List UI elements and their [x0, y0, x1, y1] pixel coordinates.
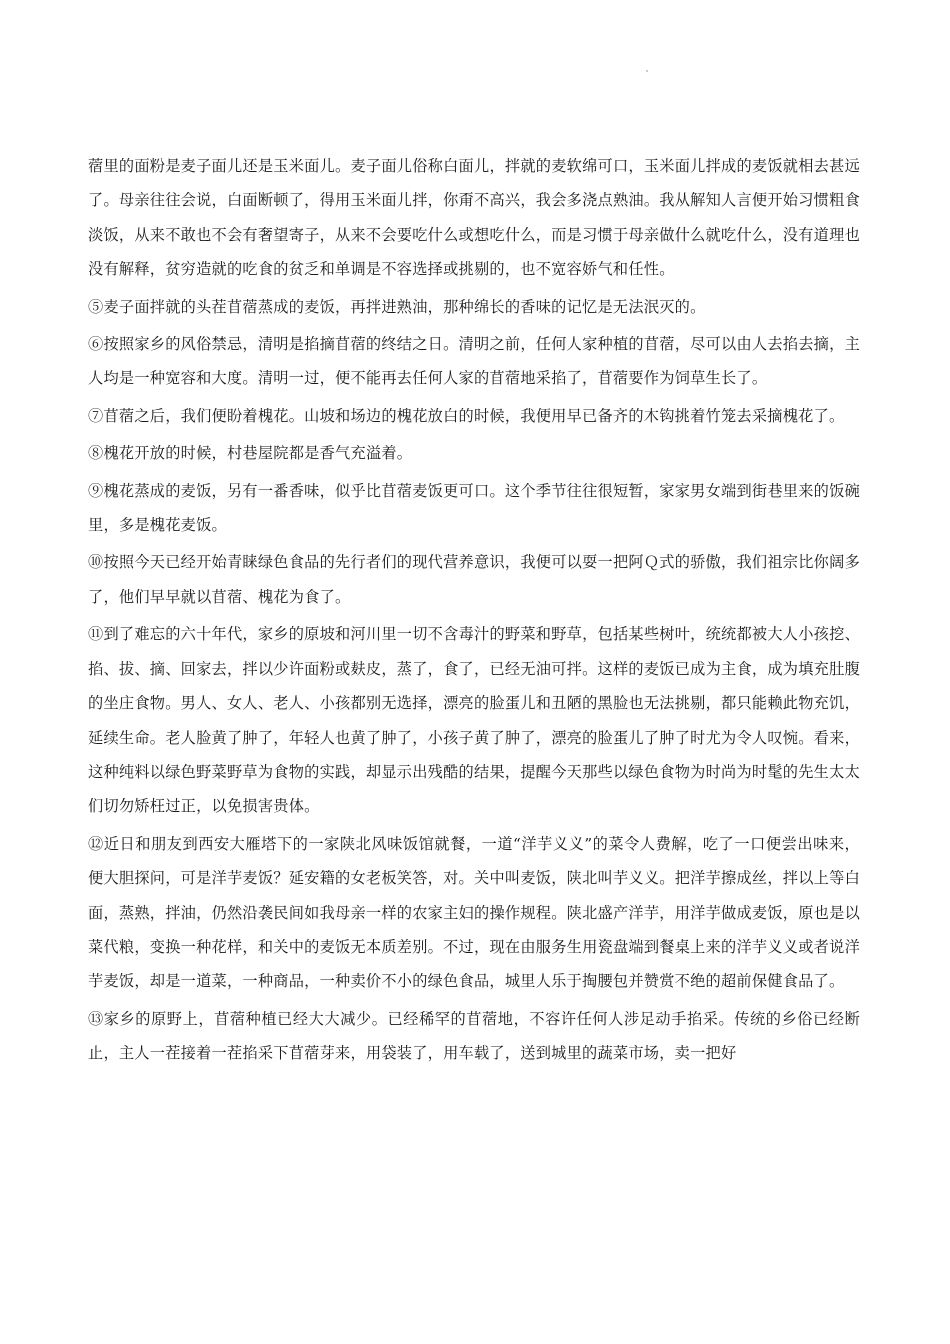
paragraph-12: ⑫近日和朋友到西安大雁塔下的一家陕北风味饭馆就餐，一道“洋芋义义”的菜令人费解，吃了一口便尝出味来，便大胆探问，可是洋芋麦饭？延安籍的女老板笑答，对。关中叫麦饭，陕北叫芋义义。把洋芋擦成丝，拌以上等白面，蒸熟，拌油，仍然沿袭民间如我母亲一样的农家主妇的操作规程。陕北盛产洋芋，用洋芋做成麦饭，原也是以菜代粮，变换一种花样，和关中的麦饭无本质差别。不过，现在由服务生用瓷盘端到餐桌上来的洋芋义义或者说洋芋麦饭，却是一道菜，一种商品，一种卖价不小的绿色食品，城里人乐于掏腰包并赞赏不绝的超前保健食品了。 — [88, 834, 860, 991]
paragraph-continued: 蓿里的面粉是麦子面儿还是玉米面儿。麦子面儿俗称白面儿，拌就的麦软绵可口，玉米面儿拌成的麦饭就相去甚远了。母亲往往会说，白面断顿了，得用玉米面儿拌，你甭不高兴，我会多浇点熟油。我从解知人言便开始习惯粗食淡饭，从来不敢也不会有奢望寄子，从来不会要吃什么或想吃什么，而是习惯于母亲做什么就吃什么，没有道理也没有解释，贫穷造就的吃食的贫乏和单调是不容选择或挑剔的，也不宽容娇气和任性。 — [88, 157, 860, 279]
paragraph-7: ⑦苜蓿之后，我们便盼着槐花。山坡和场边的槐花放白的时候，我便用早已备齐的木钩挑着竹笼去采摘槐花了。 — [88, 406, 845, 425]
paragraph-13: ⑬家乡的原野上，苜蓿种植已经大大减少。已经稀罕的苜蓿地，不容许任何人涉足动手掐采。传统的乡俗已经断止，主人一茬接着一茬掐采下苜蓿芽来，用袋装了，用车载了，送到城里的蔬菜市场，卖一把好 — [88, 1009, 860, 1063]
paragraph-9: ⑨槐花蒸成的麦饭，另有一番香味，似乎比苜蓿麦饭更可口。这个季节往往很短暂，家家男女端到街巷里来的饭碗里，多是槐花麦饭。 — [88, 481, 860, 535]
paragraph-10: ⑩按照今天已经开始青睐绿色食品的先行者们的现代营养意识，我便可以耍一把阿Ｑ式的骄傲，我们祖宗比你阔多了，他们早早就以苜蓿、槐花为食了。 — [88, 553, 860, 606]
paragraph-11: ⑪到了难忘的六十年代，家乡的原坡和河川里一切不含毒汁的野菜和野草，包括某些树叶，统统都被大人小孩挖、掐、拔、摘、回家去，拌以少许面粉或麸皮，蒸了，食了，已经无油可拌。这样的麦饭已成为主食，成为填充肚腹的坐庄食物。男人、女人、老人、小孩都别无选择，漂亮的脸蛋儿和丑陋的黑脸也无法挑剔，都只能赖此物充饥，延续生命。老人脸黄了肿了，年轻人也黄了肿了，小孩子黄了肿了，漂亮的脸蛋儿了肿了时尤为令人叹惋。看来，这种纯料以绿色野菜野草为食物的实践，却显示出残酷的结果，提醒今天那些以绿色食物为时尚为时髦的先生太太们切勿矫枉过正，以免损害贵体。 — [88, 625, 860, 816]
scan-dot — [646, 70, 648, 72]
paragraph-5: ⑤麦子面拌就的头茬苜蓿蒸成的麦饭，再拌进熟油，那种绵长的香味的记忆是无法泯灭的。 — [88, 297, 706, 316]
paragraph-6: ⑥按照家乡的风俗禁忌，清明是掐摘苜蓿的终结之日。清明之前，任何人家种植的苜蓿，尽可以由人去掐去摘，主人均是一种宽容和大度。清明一过，便不能再去任何人家的苜蓿地采掐了，苜蓿要作为饲草生长了。 — [88, 335, 860, 388]
article-body — [88, 149, 860, 1074]
paragraph-8: ⑧槐花开放的时候，村巷屋院都是香气充溢着。 — [88, 444, 413, 463]
